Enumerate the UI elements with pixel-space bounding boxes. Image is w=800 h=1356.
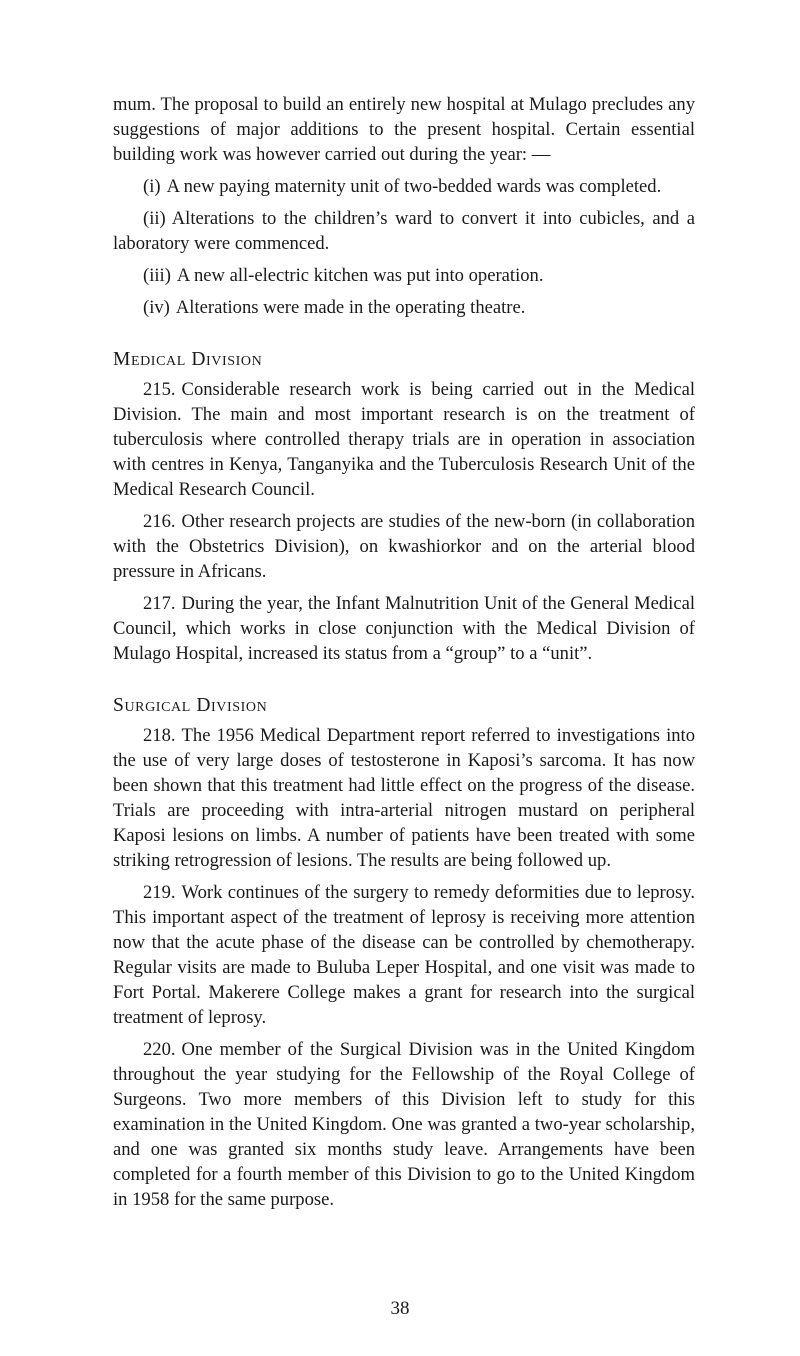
paragraph-number: 217.: [143, 593, 176, 614]
numbered-paragraph: [113, 1037, 695, 1212]
medical-division-heading: Medical Division: [113, 349, 263, 370]
paragraph-text: One member of the Surgical Division was in the United Kingdom throughout the year studying for the Fellowship of the Royal College of Surgeons. Two more members of this Division left to study for this examination in the United Kingdom. One was granted a two-year scholarship, and one was granted six months study leave. Arrangements have been completed for a fourth member of this Division to go to the United Kingdom in 1958 for the same purpose.: [113, 1039, 695, 1210]
item-number: (iv): [143, 297, 170, 318]
document-page: [113, 92, 695, 1212]
paragraph-number: 219.: [143, 882, 176, 903]
building-item: [113, 295, 695, 320]
item-text: Alterations were made in the operating theatre.: [175, 297, 526, 318]
surgical-division-heading: Surgical Division: [113, 695, 268, 716]
building-item: [113, 206, 695, 256]
numbered-paragraph: [113, 591, 695, 666]
building-item: [113, 263, 695, 288]
numbered-paragraph: [113, 509, 695, 584]
paragraph-text: The 1956 Medical Department report referred to investigations into the use of very large doses of testosterone in Kaposi’s sarcoma. It has now been shown that this treatment had little effect on the progress of the disease. Trials are proceeding with intra-arterial nitrogen mustard on peripheral Kaposi lesions on limbs. A number of patients have been treated with some striking retrogression of lesions. The results are being followed up.: [113, 725, 695, 871]
item-number: (i): [143, 176, 161, 197]
paragraph-text: Other research projects are studies of the new-born (in collaboration with the Obstetrics Division), on kwashiorkor and on the arterial blood pressure in Africans.: [113, 511, 695, 582]
item-text: A new all-electric kitchen was put into operation.: [176, 265, 544, 286]
building-item: [113, 174, 695, 199]
paragraph-number: 218.: [143, 725, 176, 746]
paragraph-number: 215.: [143, 379, 176, 400]
item-number: (iii): [143, 265, 171, 286]
paragraph-text: During the year, the Infant Malnutrition Unit of the General Medical Council, which works in close conjunction with the Medical Division of Mulago Hospital, increased its status from a “group” to a “unit”.: [113, 593, 695, 664]
numbered-paragraph: [113, 377, 695, 502]
paragraph-text: Work continues of the surgery to remedy deformities due to leprosy. This important aspect of the treatment of leprosy is receiving more attention now that the acute phase of the disease can be controlled by chemotherapy. Regular visits are made to Buluba Leper Hospital, and one visit was made to Fort Portal. Makerere College makes a grant for research into the surgical treatment of leprosy.: [113, 882, 695, 1028]
paragraph-number: 220.: [143, 1039, 176, 1060]
paragraph-number: 216.: [143, 511, 176, 532]
numbered-paragraph: [113, 880, 695, 1030]
item-text: A new paying maternity unit of two-bedded wards was completed.: [166, 176, 662, 197]
item-number: (ii): [143, 208, 166, 229]
page-number: 38: [390, 1298, 410, 1319]
item-text: Alterations to the children’s ward to convert it into cubicles, and a laboratory were commenced.: [113, 208, 695, 254]
numbered-paragraph: [113, 723, 695, 873]
paragraph-text: Considerable research work is being carried out in the Medical Division. The main and most important research is on the treatment of tuberculosis where controlled therapy trials are in operation in association with centres in Kenya, Tanganyika and the Tuberculosis Research Unit of the Medical Research Council.: [113, 379, 695, 500]
intro-paragraph: mum. The proposal to build an entirely new hospital at Mulago precludes any suggestions of major additions to the present hospital. Certain essential building work was however carried out during the year: —: [113, 94, 695, 165]
